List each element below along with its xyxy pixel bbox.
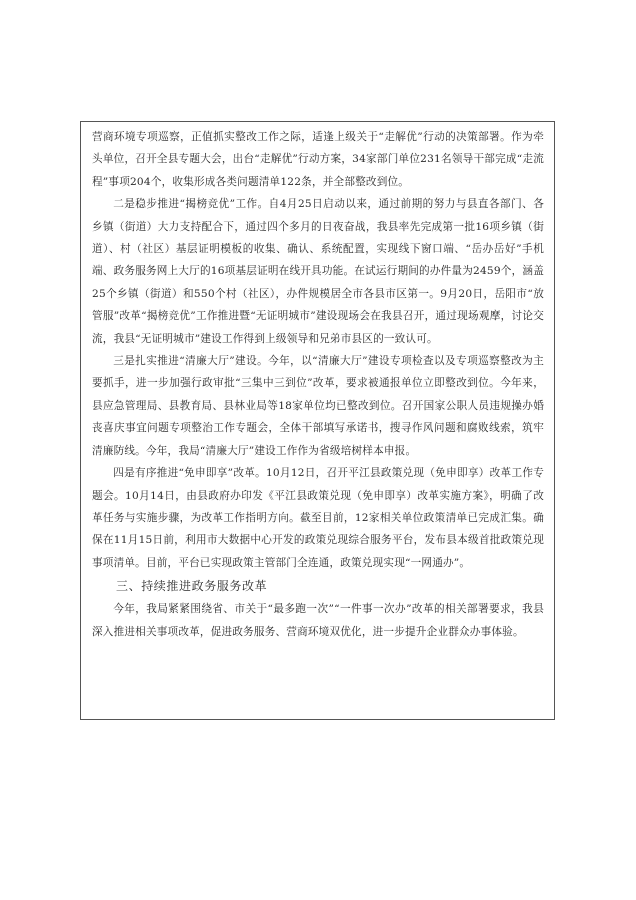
paragraph-policy-exemption: 四是有序推进“免申即享”改革。10月12日，召开平江县政策兑现（免申即享）改革工作专题会。10月14日，由县政府办印发《平江县政策兑现（免申即享）改革实施方案》，明确了改革任务与实施步骤，为改革工作指明方向。截至目前，12家相关单位政策清单已完成汇集。确保在11月15日前，利用市大数据中心开发的政策兑现综合服务平台，发布县本级首批政策兑现事项清单。目前，平台已实现政策主管部门全连通，政策兑现实现“一网通办”。 <box>92 467 544 569</box>
section-heading: 三、持续推进政务服务改革 <box>116 579 268 594</box>
paragraph-continuation: 营商环境专项巡察，正值抓实整改工作之际，适逢上级关于“走解优”行动的决策部署。作为牵头单位，召开全县专题大会，出台“走解优”行动方案，34家部门单位231名领导干部完成“走流程”事项204个，收集形成各类问题清单122条，并全部整改到位。 <box>92 131 544 188</box>
paragraph-service-reform: 今年，我局紧紧围绕省、市关于“最多跑一次”“一件事一次办”改革的相关部署要求，我县深入推进相关事项改革，促进政务服务、营商环境双优化，进一步提升企业群众办事体验。 <box>92 603 544 638</box>
paragraph-reveal-list: 二是稳步推进“揭榜竞优”工作。自4月25日启动以来，通过前期的努力与县直各部门、各乡镇（街道）大力支持配合下，通过四个多月的日夜奋战，我县率先完成第一批16项乡镇（街道）、村（社区）基层证明模板的收集、确认、系统配置，实现线下窗口端、“岳办岳好”手机端、政务服务网上大厅的16项基层证明在线开具功能。在试运行期间的办件量为2459个，涵盖25个乡镇（街道）和550个村（社区），办件规模居全市各县市区第一。9月20日，岳阳市“放管服”改革“揭榜竞优”工作推进暨“无证明城市”建设现场会在我县召开，通过现场观摩，讨论交流，我县“无证明城市”建设工作得到上级领导和兄弟市县区的一致认可。 <box>92 198 544 345</box>
paragraph-clean-hall: 三是扎实推进“清廉大厅”建设。今年，以“清廉大厅”建设专项检查以及专项巡察整改为主要抓手，进一步加强行政审批“三集中三到位”改革，要求被通报单位立即整改到位。今年来，县应急管理局、县教育局、县林业局等18家单位均已整改到位。召开国家公职人员违规操办婚丧喜庆事宜问题专项整治工作专题会，全体干部填写承诺书，搜寻作风问题和腐败线索，筑牢清廉防线。今年，我局“清廉大厅”建设工作作为省级培树样本申报。 <box>92 355 544 457</box>
document-body <box>92 126 544 643</box>
